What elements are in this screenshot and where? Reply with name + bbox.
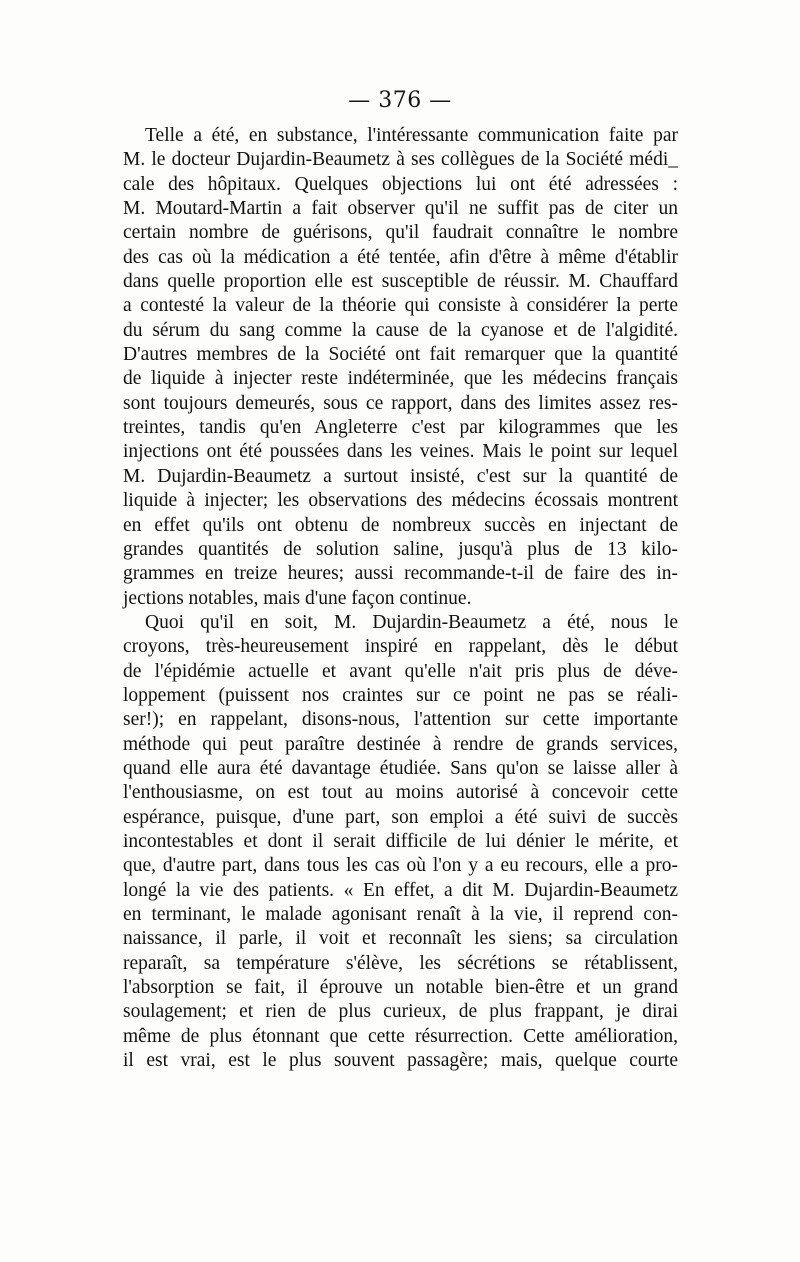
text-line: Telle a été, en substance, l'intéressante communication faite par xyxy=(145,125,678,146)
text-line: cale des hôpitaux. Quelques objections lui ont été adressées : xyxy=(123,173,678,195)
text-line: soulagement; et rien de plus curieux, de plus frappant, je dirai xyxy=(123,1001,678,1023)
text-line: injections ont été poussées dans les veines. Mais le point sur lequel xyxy=(123,441,678,463)
text-line: de liquide à injecter reste indéterminée, que les médecins français xyxy=(123,368,678,390)
text-line: même de plus étonnant que cette résurrection. Cette amélioration, xyxy=(123,1025,678,1047)
text-line: loppement (puissent nos craintes sur ce point ne pas se réali- xyxy=(123,684,678,706)
text-line: en effet qu'ils ont obtenu de nombreux succès en injectant de xyxy=(123,514,678,536)
text-line: sont toujours demeurés, sous ce rapport, dans des limites assez res- xyxy=(123,392,678,414)
text-line: il est vrai, est le plus souvent passagère; mais, quelque courte xyxy=(123,1050,678,1072)
text-line: grandes quantités de solution saline, jusqu'à plus de 13 kilo- xyxy=(123,538,678,560)
text-line: liquide à injecter; les observations des médecins écossais montrent xyxy=(123,490,678,512)
text-line: grammes en treize heures; aussi recommande-t-il de faire des in- xyxy=(123,563,678,585)
text-line: des cas où la médication a été tentée, afin d'être à même d'établir xyxy=(123,246,678,268)
text-line: treintes, tandis qu'en Angleterre c'est par kilogrammes que les xyxy=(123,417,678,439)
text-line: que, d'autre part, dans tous les cas où l'on y a eu recours, elle a pro- xyxy=(123,855,678,877)
body-text xyxy=(123,124,678,1073)
text-line: certain nombre de guérisons, qu'il faudrait connaître le nombre xyxy=(123,222,678,244)
text-line: a contesté la valeur de la théorie qui consiste à considérer la perte xyxy=(123,295,678,317)
text-line: M. le docteur Dujardin-Beaumetz à ses collègues de la Société médi_ xyxy=(123,149,678,171)
text-line: l'enthousiasme, on est tout au moins autorisé à concevoir cette xyxy=(123,782,678,804)
text-line: D'autres membres de la Société ont fait remarquer que la quantité xyxy=(123,344,678,366)
text-line: méthode qui peut paraître destinée à rendre de grands services, xyxy=(123,733,678,755)
text-line: en terminant, le malade agonisant renaît à la vie, il reprend con- xyxy=(123,904,678,925)
text-line: M. Dujardin-Beaumetz a surtout insisté, c'est sur la quantité de xyxy=(123,465,678,487)
text-line: Quoi qu'il en soit, M. Dujardin-Beaumetz a été, nous le xyxy=(145,611,678,633)
text-line: de l'épidémie actuelle et avant qu'elle n'ait pris plus de déve- xyxy=(123,660,678,682)
text-line: M. Moutard-Martin a fait observer qu'il ne suffit pas de citer un xyxy=(123,198,678,220)
text-line: reparaît, sa température s'élève, les sécrétions se rétablissent, xyxy=(123,952,678,974)
text-line: espérance, puisque, d'une part, son emploi a été suivi de succès xyxy=(123,806,678,828)
text-line: du sérum du sang comme la cause de la cyanose et de l'algidité. xyxy=(123,319,678,341)
page-number: — 376 — xyxy=(348,88,452,113)
text-line: naissance, il parle, il voit et reconnaît les siens; sa circulation xyxy=(123,928,678,950)
text-line: longé la vie des patients. « En effet, a dit M. Dujardin-Beaumetz xyxy=(123,879,678,901)
text-line: l'absorption se fait, il éprouve un notable bien-être et un grand xyxy=(123,977,678,999)
text-line: croyons, très-heureusement inspiré en rappelant, dès le début xyxy=(123,636,678,658)
text-line: ser!); en rappelant, disons-nous, l'attention sur cette importante xyxy=(123,709,678,731)
text-line: quand elle aura été davantage étudiée. Sans qu'on se laisse aller à xyxy=(123,757,678,779)
text-line: dans quelle proportion elle est susceptible de réussir. M. Chauffard xyxy=(123,271,678,293)
text-line: incontestables et dont il serait difficile de lui dénier le mérite, et xyxy=(123,830,678,852)
text-line: jections notables, mais d'une façon continue. xyxy=(123,587,472,609)
